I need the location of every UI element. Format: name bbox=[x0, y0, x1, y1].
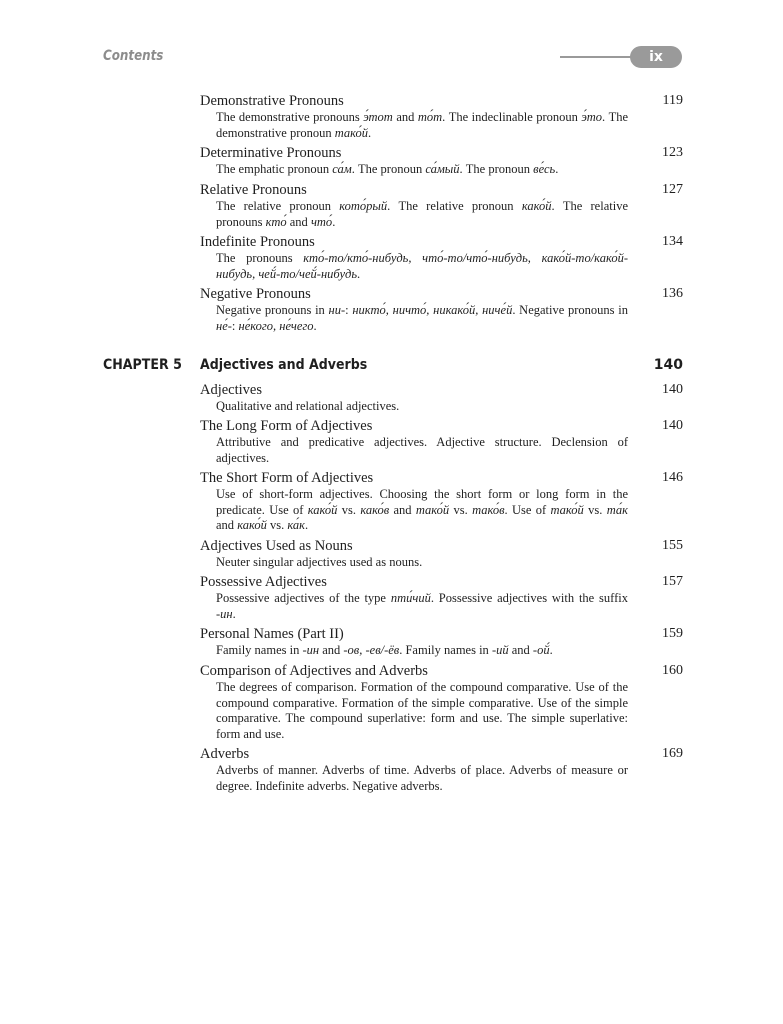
toc-entry-description: Qualitative and relational adjectives. bbox=[216, 399, 400, 413]
toc-entry-description: Negative pronouns in ни-: никто́, ничто́, никако́й, ниче́й. Negative pronouns in не́-: не́кого, не́чего. bbox=[216, 303, 628, 333]
toc-entry-description: The demonstrative pronouns э́тот and то́т. The indeclinable pronoun э́то. The demonstrative pronoun тако́й. bbox=[216, 110, 628, 140]
italic-term: како́в bbox=[360, 502, 390, 517]
toc-entry-description: Use of short-form adjectives. Choosing the short form or long form in the predicate. Use of како́й vs. како́в and тако́й vs. тако́в. Use of тако́й vs. та́к and како́й vs. ка́к. bbox=[216, 487, 628, 532]
toc-entry-page: 134 bbox=[662, 234, 683, 249]
toc-entry-title: The Short Form of Adjectives bbox=[200, 470, 374, 486]
italic-term: тако́в bbox=[472, 502, 505, 517]
chapter-label: CHAPTER 5 bbox=[103, 357, 182, 373]
toc-entry-title: Demonstrative Pronouns bbox=[200, 93, 344, 109]
italic-term: ве́сь bbox=[533, 162, 556, 176]
italic-term: -ий bbox=[491, 643, 509, 657]
italic-term: како́й bbox=[521, 199, 552, 213]
italic-term: кото́рый bbox=[339, 199, 388, 213]
toc-entry-description: The pronouns кто́-то/кто́-нибудь, что́-то/что́-нибудь, како́й-то/како́й-нибудь, чей́-то/чей́-нибудь. bbox=[216, 251, 628, 281]
toc-entry-page: 127 bbox=[662, 182, 683, 197]
running-header-label: Contents bbox=[103, 48, 164, 64]
italic-term: тако́й bbox=[415, 502, 450, 517]
chapter-page: 140 bbox=[653, 357, 683, 373]
italic-term: не́- bbox=[216, 318, 232, 333]
italic-term: то́т bbox=[417, 110, 443, 124]
toc-entry-description: The relative pronoun кото́рый. The relative pronoun како́й. The relative pronouns кто́ and что́. bbox=[216, 199, 628, 229]
toc-entry-title: Adverbs bbox=[200, 746, 250, 762]
italic-term: тако́й bbox=[550, 502, 584, 517]
italic-term: -ин bbox=[302, 643, 320, 657]
toc-entry-title: Personal Names (Part II) bbox=[200, 626, 344, 642]
italic-term: кто́ bbox=[265, 214, 287, 229]
header-rule bbox=[560, 56, 636, 58]
toc-entry-description: Attributive and predicative adjectives. Adjective structure. Declension of adjectives. bbox=[216, 435, 628, 465]
toc-entry-description: Family names in -ин and -ов, -ев/-ёв. Family names in -ий and -ой́. bbox=[216, 643, 553, 657]
italic-term: э́то bbox=[581, 110, 602, 124]
toc-entry-page: 155 bbox=[662, 538, 683, 553]
toc-entry-title: Determinative Pronouns bbox=[200, 145, 342, 161]
toc-entry-page: 119 bbox=[662, 93, 683, 108]
italic-term: како́й bbox=[307, 502, 338, 517]
toc-entry-description: Possessive adjectives of the type пти́чий. Possessive adjectives with the suffix -ин. bbox=[216, 591, 628, 621]
header-page-number: ix bbox=[630, 46, 682, 68]
toc-entry-page: 159 bbox=[662, 626, 683, 641]
italic-term: како́й bbox=[237, 518, 267, 532]
toc-entry-title: Indefinite Pronouns bbox=[200, 234, 315, 250]
italic-term: не́кого, не́чего bbox=[238, 318, 314, 333]
toc-entry-title: Negative Pronouns bbox=[200, 286, 311, 302]
toc-entry-page: 169 bbox=[662, 746, 683, 761]
italic-term: тако́й bbox=[334, 125, 369, 140]
toc-entry-description: The degrees of comparison. Formation of the compound comparative. Use of the compound comparative. Formation of the simple comparative. Use of the simple comparative. The compound superlative: form and use. The simple superlative: form and use. bbox=[216, 680, 628, 741]
toc-entry-description: Neuter singular adjectives used as nouns. bbox=[216, 555, 423, 569]
toc-entry-title: Comparison of Adjectives and Adverbs bbox=[200, 663, 428, 679]
toc-entry-title: Adjectives Used as Nouns bbox=[200, 538, 353, 554]
italic-term: -ов, -ев/-ёв bbox=[343, 643, 400, 657]
italic-term: ка́к bbox=[287, 518, 305, 532]
italic-term: кто́-то/кто́-нибудь, что́-то/что́-нибудь, како́й-то/како́й-нибудь, чей́-то/чей́-нибудь bbox=[216, 251, 628, 281]
toc-entry-description: Adverbs of manner. Adverbs of time. Adverbs of place. Adverbs of measure or degree. Indefinite adverbs. Negative adverbs. bbox=[216, 763, 628, 793]
toc-entry-title: Possessive Adjectives bbox=[200, 574, 327, 590]
italic-term: пти́чий bbox=[390, 591, 431, 605]
italic-term: э́тот bbox=[363, 110, 393, 124]
italic-term: са́мый bbox=[425, 162, 460, 176]
chapter-title: Adjectives and Adverbs bbox=[200, 357, 368, 373]
toc-entry-page: 140 bbox=[662, 418, 683, 433]
italic-term: ни- bbox=[328, 303, 346, 317]
toc-entry-page: 160 bbox=[662, 663, 683, 678]
toc-entry-title: Relative Pronouns bbox=[200, 182, 307, 198]
toc-entry-page: 123 bbox=[662, 145, 683, 160]
toc-entry-title: Adjectives bbox=[200, 382, 263, 398]
toc-entry-page: 146 bbox=[662, 470, 683, 485]
toc-entry-description: The emphatic pronoun са́м. The pronoun са́мый. The pronoun ве́сь. bbox=[216, 162, 559, 176]
italic-term: та́к bbox=[606, 502, 628, 517]
toc-entry-page: 157 bbox=[662, 574, 683, 589]
italic-term: -ин bbox=[216, 606, 233, 621]
toc-entry-page: 140 bbox=[662, 382, 683, 397]
italic-term: са́м bbox=[332, 162, 352, 176]
toc-entry-page: 136 bbox=[662, 286, 683, 301]
toc-entry-title: The Long Form of Adjectives bbox=[200, 418, 373, 434]
italic-term: никто́, ничто́, никако́й, ниче́й bbox=[352, 303, 513, 317]
italic-term: что́ bbox=[310, 214, 333, 229]
italic-term: -ой́ bbox=[532, 643, 550, 657]
